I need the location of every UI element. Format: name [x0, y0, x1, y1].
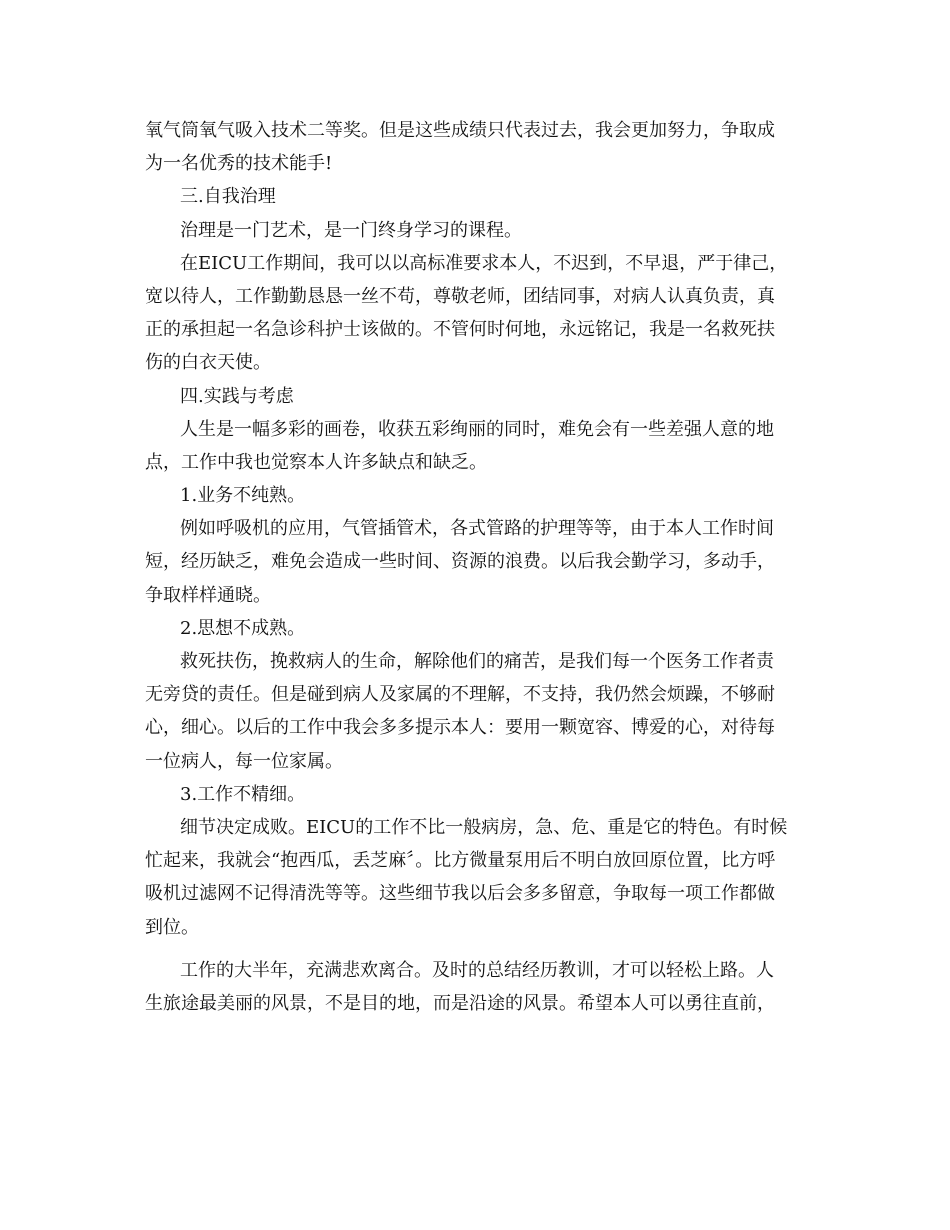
text-line: 生旅途最美丽的风景，不是目的地，而是沿途的风景。希望本人可以勇往直前，	[145, 992, 775, 1014]
text-line: 人生是一幅多彩的画卷，收获五彩绚丽的同时，难免会有一些差强人意的地	[180, 418, 774, 440]
text-line: 点，工作中我也觉察本人许多缺点和缺乏。	[145, 451, 487, 473]
section-heading: 三.自我治理	[180, 186, 276, 208]
text-line: 到位。	[145, 916, 199, 938]
text-line: 工作的大半年，充满悲欢离合。及时的总结经历教训，才可以轻松上路。人	[180, 959, 774, 981]
document-body	[145, 114, 805, 1020]
text-line: 在EICU工作期间，我可以以高标准要求本人，不迟到，不早退，严于律己，	[180, 252, 788, 274]
text-line: 治理是一门艺术，是一门终身学习的课程。	[180, 219, 522, 241]
text-line: 氧气筒氧气吸入技术二等奖。但是这些成绩只代表过去，我会更加努力，争取成	[145, 120, 775, 141]
subheading: 3.工作不精细。	[180, 783, 306, 805]
text-line: 短，经历缺乏，难免会造成一些时间、资源的浪费。以后我会勤学习，多动手，	[145, 551, 775, 573]
text-line: 正的承担起一名急诊科护士该做的。不管何时何地，永远铭记，我是一名救死扶	[145, 319, 775, 341]
text-line: 忙起来，我就会“抱西瓜，丢芝麻〞。比方微量泵用后不明白放回原位置，比方呼	[145, 850, 776, 872]
text-line: 救死扶伤，挽救病人的生命，解除他们的痛苦，是我们每一个医务工作者责	[180, 651, 774, 672]
text-line: 争取样样通晓。	[145, 584, 271, 606]
text-line: 为一名优秀的技术能手!	[145, 153, 333, 175]
text-line: 心，细心。以后的工作中我会多多提示本人：要用一颗宽容、博爱的心，对待每	[145, 717, 775, 739]
text-line: 一位病人，每一位家属。	[145, 750, 343, 772]
subheading: 2.思想不成熟。	[180, 617, 306, 639]
subheading: 1.业务不纯熟。	[180, 485, 306, 507]
text-line: 宽以待人，工作勤勤恳恳一丝不苟，尊敬老师，团结同事，对病人认真负责，真	[145, 285, 775, 307]
text-line: 细节决定成败。EICU的工作不比一般病房，急、危、重是它的特色。有时候	[180, 816, 788, 838]
text-line: 伤的白衣天使。	[145, 352, 271, 374]
text-line: 吸机过滤网不记得清洗等等。这些细节我以后会多多留意，争取每一项工作都做	[145, 883, 775, 905]
paragraph-spacer	[145, 944, 805, 954]
text-line: 无旁贷的责任。但是碰到病人及家属的不理解，不支持，我仍然会烦躁，不够耐	[145, 684, 775, 706]
section-heading: 四.实践与考虑	[180, 385, 294, 407]
text-line: 例如呼吸机的应用，气管插管术，各式管路的护理等等，由于本人工作时间	[180, 518, 774, 540]
